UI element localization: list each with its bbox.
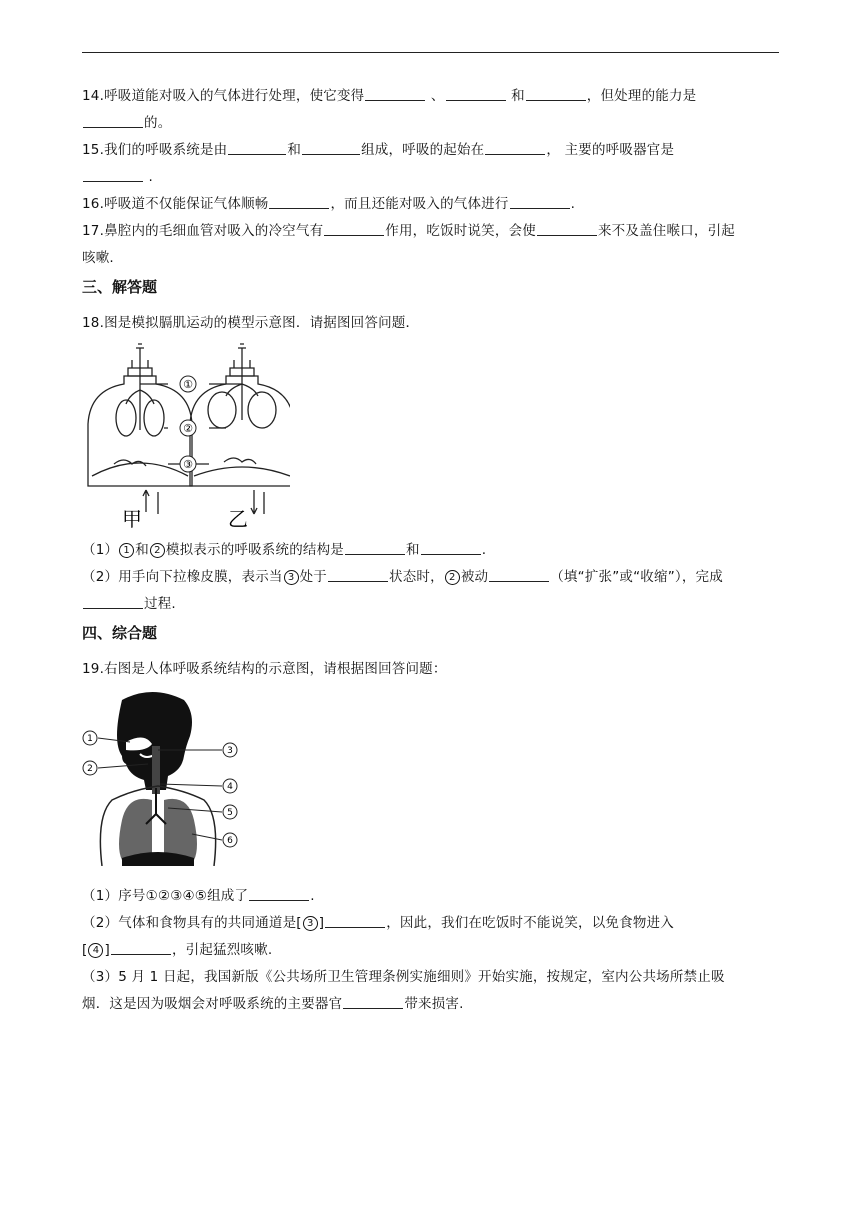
q18-p2-text4: 被动 — [460, 569, 489, 585]
q17-line1 — [82, 218, 780, 245]
bracket-open: [ — [82, 942, 88, 958]
q19-p1-end: . — [310, 888, 315, 904]
blank[interactable] — [83, 113, 143, 128]
q18-p2-text: （2）用手向下拉橡皮膜，表示当 — [82, 569, 283, 585]
q19-p2-text: （2）气体和食物具有的共同通道是[ — [82, 915, 302, 931]
q15-line1 — [82, 137, 780, 164]
q18-p2-text2: 处于 — [299, 569, 327, 585]
q18-p1-num: （1） — [82, 542, 119, 558]
circled-3: 3 — [303, 916, 318, 931]
blank[interactable] — [111, 940, 171, 955]
q19-part2-line2 — [82, 937, 780, 964]
blank[interactable] — [83, 594, 143, 609]
section-3-heading: 三、解答题 — [82, 278, 158, 296]
q17-text2: 作用，吃饭时说笑，会使 — [385, 223, 536, 239]
q16-end: . — [570, 196, 576, 212]
circled-1: 1 — [119, 543, 134, 558]
q14-text: 14.呼吸道能对吸入的气体进行处理，使它变得 — [82, 88, 365, 104]
q14-line1 — [82, 83, 780, 110]
q18-part2-line1 — [82, 564, 780, 591]
label-jia: 甲 — [122, 507, 142, 531]
q19-p1-text: （1）序号①②③④⑤组成了 — [82, 888, 249, 904]
q17-end: 咳嗽. — [82, 250, 114, 266]
label-2: 2 — [87, 764, 93, 774]
label-3: ③ — [183, 458, 193, 471]
circled-4: 4 — [88, 943, 103, 958]
q15-text2: 组成，呼吸的起始在 — [361, 142, 485, 158]
q18-p2-end: 过程. — [144, 596, 176, 612]
label-1: ① — [183, 378, 193, 391]
q19-part3-line1: （3）5 月 1 日起，我国新版《公共场所卫生管理条例实施细则》开始实施，按规定，室内公共场所禁止吸 — [82, 969, 725, 985]
q18-part2-line2 — [82, 591, 780, 618]
q18-p1-end: . — [481, 542, 487, 558]
q19-p2-end: ，引起猛烈咳嗽. — [171, 942, 273, 958]
blank[interactable] — [489, 567, 549, 582]
blank[interactable] — [302, 140, 360, 155]
q14-and: 和 — [511, 88, 525, 104]
q19-p2-text2: ，因此，我们在吃饭时不能说笑，以免食物进入 — [386, 915, 674, 931]
blank[interactable] — [365, 86, 425, 101]
q15-text: 15.我们的呼吸系统是由 — [82, 142, 228, 158]
blank[interactable] — [343, 994, 403, 1009]
q18-p1-and: 和 — [135, 542, 149, 558]
q19-part1 — [82, 883, 780, 910]
q18-p2-text3: 状态时， — [389, 569, 444, 585]
blank[interactable] — [345, 540, 405, 555]
label-4: 4 — [227, 782, 233, 792]
q14-text2: ，但处理的能力是 — [586, 88, 697, 104]
blank[interactable] — [269, 194, 329, 209]
q19-part2-line1 — [82, 910, 780, 937]
blank[interactable] — [537, 221, 597, 236]
blank[interactable] — [526, 86, 586, 101]
header-rule — [82, 52, 779, 53]
respiratory-system-figure — [82, 688, 242, 866]
q18-p1-text: 模拟表示的呼吸系统的结构是 — [165, 542, 345, 558]
q16-text2: ，而且还能对吸入的气体进行 — [330, 196, 509, 212]
label-1: 1 — [87, 734, 93, 744]
blank[interactable] — [485, 140, 545, 155]
blank[interactable] — [83, 167, 143, 182]
q19-part3-line2 — [82, 991, 780, 1018]
q15-end: . — [148, 169, 153, 185]
bracket-close: ] — [104, 942, 110, 958]
q19-stem: 19.右图是人体呼吸系统结构的示意图，请根据图回答问题： — [82, 661, 447, 677]
q17-line2 — [82, 245, 780, 272]
q14-line2 — [82, 110, 780, 137]
blank[interactable] — [328, 567, 388, 582]
bracket-close: ] — [318, 915, 325, 931]
label-6: 6 — [227, 836, 233, 846]
q18-stem: 18.图是模拟膈肌运动的模型示意图．请据图回答问题． — [82, 315, 420, 331]
q15-text3: ， 主要的呼吸器官是 — [546, 142, 675, 158]
blank[interactable] — [421, 540, 481, 555]
q19-p3-text: 烟．这是因为吸烟会对呼吸系统的主要器官 — [82, 996, 343, 1012]
q18-part1 — [82, 537, 780, 564]
q15-and: 和 — [287, 142, 302, 158]
blank[interactable] — [325, 913, 385, 928]
blank[interactable] — [249, 886, 309, 901]
label-2: ② — [183, 422, 193, 435]
q14-sep: 、 — [430, 88, 445, 104]
blank[interactable] — [228, 140, 286, 155]
q18-p2-text5: （填“扩张”或“收缩”），完成 — [550, 569, 723, 585]
q17-text3: 来不及盖住喉口，引起 — [597, 223, 735, 239]
blank[interactable] — [324, 221, 384, 236]
circled-3: 3 — [284, 570, 299, 585]
q19-p3-end: 带来损害. — [404, 996, 464, 1012]
q17-text: 17.鼻腔内的毛细血管对吸入的冷空气有 — [82, 223, 324, 239]
diaphragm-model-figure — [84, 340, 290, 532]
section-4-heading: 四、综合题 — [82, 624, 158, 642]
q16-line — [82, 191, 780, 218]
q16-text: 16.呼吸道不仅能保证气体顺畅 — [82, 196, 269, 212]
q15-line2 — [82, 164, 780, 191]
blank[interactable] — [510, 194, 570, 209]
q14-end: 的。 — [144, 115, 172, 131]
label-3: 3 — [227, 746, 233, 756]
circled-2: 2 — [445, 570, 460, 585]
label-yi: 乙 — [228, 507, 248, 531]
label-5: 5 — [227, 808, 233, 818]
q18-p1-and2: 和 — [406, 542, 420, 558]
blank[interactable] — [446, 86, 506, 101]
circled-2: 2 — [150, 543, 165, 558]
